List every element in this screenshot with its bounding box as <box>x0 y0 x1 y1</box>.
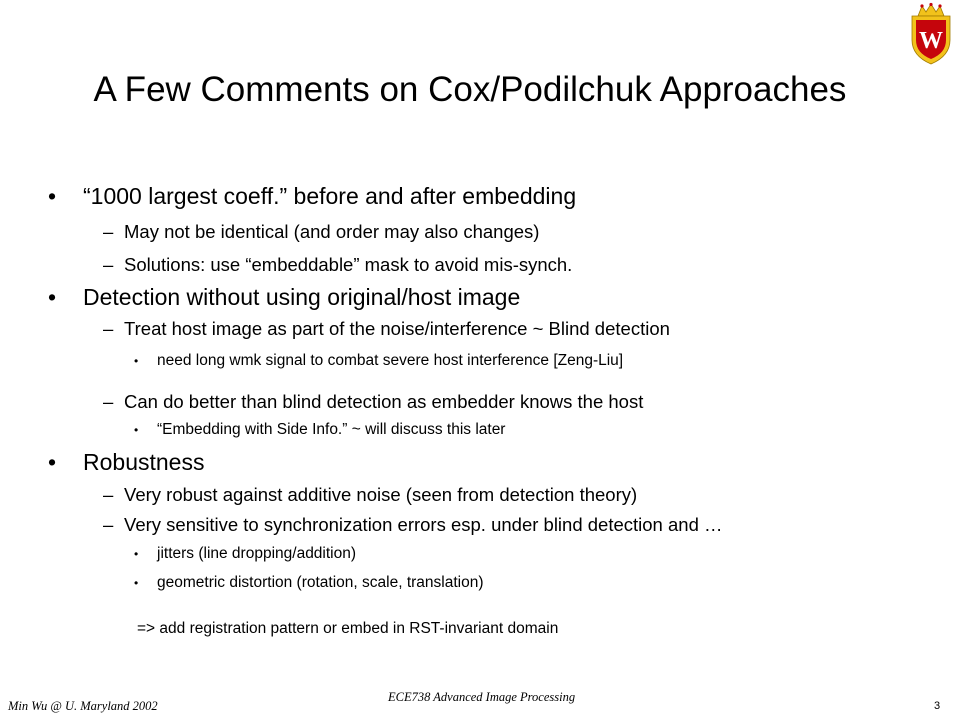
bullet-marker: • <box>134 423 139 437</box>
bullet-text: Solutions: use “embeddable” mask to avoid mis-synch. <box>124 254 573 275</box>
bullet-text: Very robust against additive noise (seen from detection theory) <box>124 484 638 505</box>
bullet-text: Can do better than blind detection as embedder knows the host <box>124 391 644 412</box>
bullet-text: “1000 largest coeff.” before and after embedding <box>83 183 577 209</box>
bullet-marker: – <box>103 391 114 412</box>
bullet-marker: – <box>103 318 114 339</box>
bullet-text: geometric distortion (rotation, scale, translation) <box>157 574 484 591</box>
bullet-marker: • <box>48 449 57 475</box>
footer-course: ECE738 Advanced Image Processing <box>388 690 576 704</box>
bullet-marker: • <box>134 547 139 561</box>
bullet-text: Very sensitive to synchronization errors esp. under blind detection and … <box>124 514 723 535</box>
bullet-text: Detection without using original/host image <box>83 284 521 310</box>
bullet-marker: – <box>103 484 114 505</box>
bullet-text: “Embedding with Side Info.” ~ will discuss this later <box>157 421 506 438</box>
bullet-text: Robustness <box>83 449 205 475</box>
bullet-marker: – <box>103 254 114 275</box>
bullet-marker: – <box>103 514 114 535</box>
footer-author: Min Wu @ U. Maryland 2002 <box>8 699 158 713</box>
bullet-marker: • <box>134 576 139 590</box>
bullet-text: need long wmk signal to combat severe host interference [Zeng-Liu] <box>157 352 624 369</box>
page-number: 3 <box>934 700 941 712</box>
bullet-text: May not be identical (and order may also changes) <box>124 221 540 242</box>
bullet-marker: • <box>48 284 57 310</box>
bullet-text: jitters (line dropping/addition) <box>157 545 357 562</box>
bullet-marker: • <box>134 354 139 368</box>
conclusion-note: => add registration pattern or embed in RST-invariant domain <box>137 620 559 637</box>
svg-text:W: W <box>919 28 943 54</box>
slide-title: A Few Comments on Cox/Podilchuk Approaches <box>93 70 847 109</box>
bullet-text: Treat host image as part of the noise/interference ~ Blind detection <box>124 318 670 339</box>
university-crest-icon <box>908 2 954 66</box>
bullet-marker: – <box>103 221 114 242</box>
bullet-marker: • <box>48 183 57 209</box>
